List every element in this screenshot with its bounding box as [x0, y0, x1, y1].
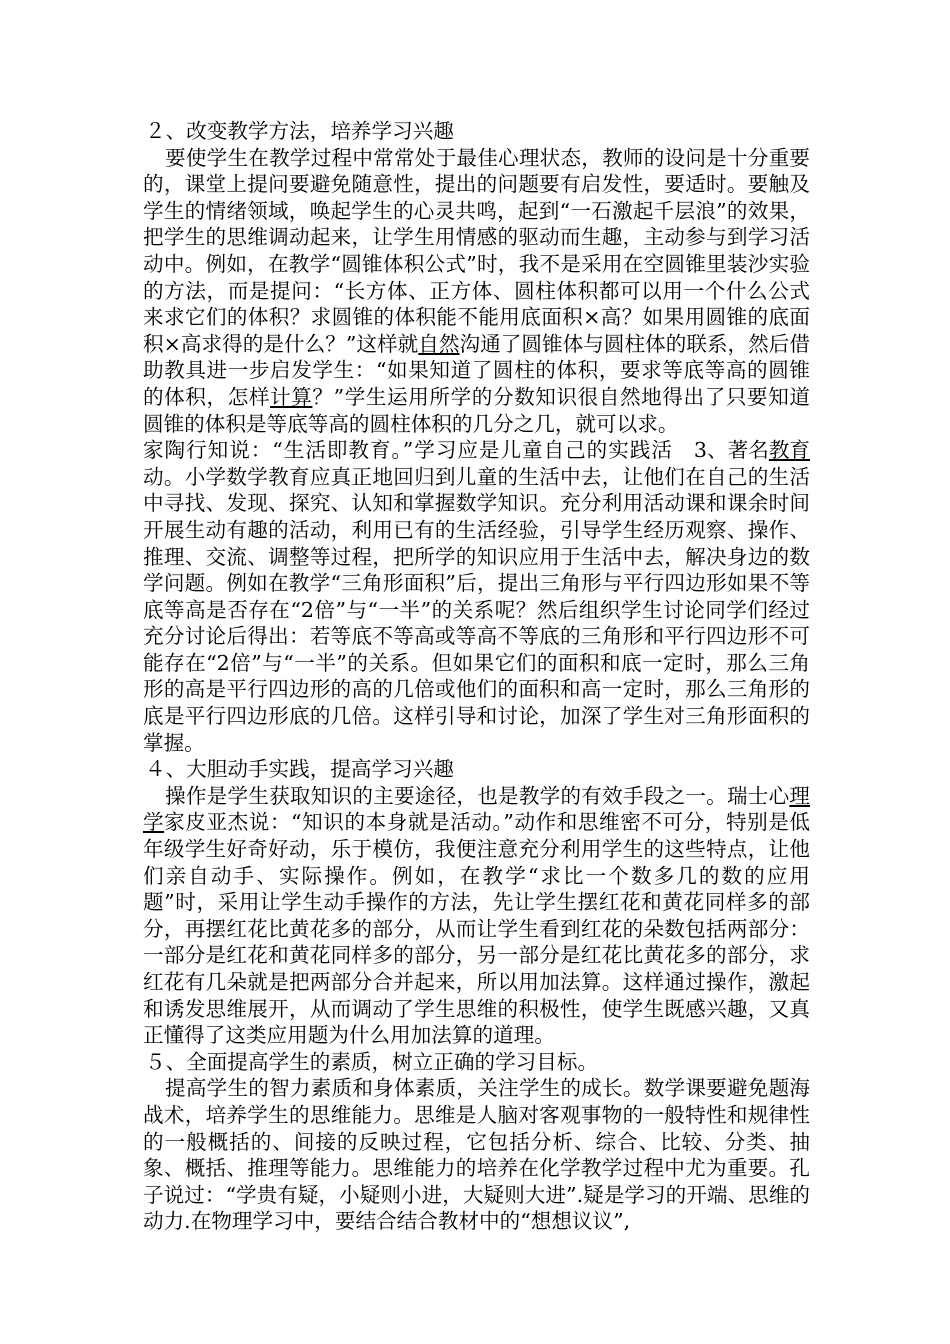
- section-2-text-b: 沟通了圆锥体与圆柱体的联系，然后借助教具进一步启发学生：“如果知道了圆柱的体积，要求等底等高的圆锥的体积，怎样: [143, 331, 811, 409]
- link-ziran[interactable]: 自然: [418, 331, 460, 356]
- section-4-text-a: 操作是学生获取知识的主要途径，也是教学的有效手段之一。瑞士心: [165, 783, 790, 808]
- document-page: [143, 118, 810, 1235]
- section-2-paragraph: [143, 145, 811, 463]
- link-jiaoyu[interactable]: 教育: [768, 438, 810, 463]
- link-jisuan[interactable]: 计算: [270, 384, 313, 409]
- section-4-paragraph: [143, 783, 810, 1049]
- section-4-text-b: 家皮亚杰说：“知识的本身就是活动。”动作和思维密不可分，特别是低年级学生好奇好动，乐于模仿，我便注意充分利用学生的这些特点，让他们亲自动手、实际操作。例如，在教学“求比一个数多几的数的应用题”时，采用让学生动手操作的方法，先让学生摆红花和黄花同样多的部分，再摆红花比黄花多的部分，从而让学生看到红花的朵数包括两部分：一部分是红花和黄花同样多的部分，另一部分是红花比黄花多的部分，求红花有几朵就是把两部分合并起来，所以用加法算。这样通过操作，激起和诱发思维展开，从而调动了学生思维的积极性，使学生既感兴趣，又真正懂得了这类应用题为什么用加法算的道理。: [143, 810, 810, 1048]
- section-3-lead-text: 3、著名: [693, 438, 769, 463]
- section-5-heading: ５、全面提高学生的素质，树立正确的学习目标。: [145, 1049, 599, 1074]
- section-2-text-c: ？”学生运用所学的分数知识很自然地得出了只要知道圆锥的体积是等底等高的圆柱体积的几分之几，就可以求。: [143, 384, 811, 436]
- section-2-text-a: 要使学生在教学过程中常常处于最佳心理状态，教师的设问是十分重要的，课堂上提问要避免随意性，提出的问题要有启发性，要适时。要触及学生的情绪领域，唤起学生的心灵共鸣，起到“一石激起千层浪”的效果，把学生的思维调动起来，让学生用情感的驱动而生趣，主动参与到学习活动中。例如，在教学“圆锥体积公式”时，我不是采用在空圆锥里装沙实验的方法，而是提问：“长方体、正方体、圆柱体积都可以用一个什么公式来求它们的体积？求圆锥的体积能不能用底面积×高？如果用圆锥的底面积×高求得的是什么？”这样就: [143, 145, 810, 356]
- section-3-lead: [672, 437, 810, 464]
- section-3-paragraph: 家陶行知说：“生活即教育。”学习应是儿童自己的实践活动。小学数学教育应真正地回归到儿童的生活中去，让他们在自己的生活中寻找、发现、探究、认知和掌握数学知识。充分利用活动课和课余时间开展生动有趣的活动，利用已有的生活经验，引导学生经历观察、操作、推理、交流、调整等过程，把所学的知识应用于生活中去，解决身边的数学问题。例如在教学“三角形面积”后，提出三角形与平行四边形如果不等底等高是否存在“2倍”与“一半”的关系呢？然后组织学生讨论同学们经过充分讨论后得出：若等底不等高或等高不等底的三角形和平行四边形不可能存在“2倍”与“一半”的关系。但如果它们的面积和底一定时，那么三角形的高是平行四边形的高的几倍或他们的面积和高一定时，那么三角形的底是平行四边形底的几倍。这样引导和讨论，加深了学生对三角形面积的掌握。: [143, 438, 810, 755]
- section-5-paragraph: 提高学生的智力素质和身体素质，关注学生的成长。数学课要避免题海战术，培养学生的思维能力。思维是人脑对客观事物的一般特性和规律性的一般概括的、间接的反映过程，它包括分析、综合、比较、分类、抽象、概括、推理等能力。思维能力的培养在化学教学过程中尤为重要。孔子说过：“学贵有疑，小疑则小进，大疑则大进”.疑是学习的开端、思维的动力.在物理学习中，要结合结合教材中的“想想议议”,: [143, 1076, 810, 1234]
- link-lixue[interactable]: 理学: [143, 783, 810, 835]
- section-4-heading: ４、大胆动手实践，提高学习兴趣: [145, 757, 454, 782]
- section-2-heading: ２、改变教学方法，培养学习兴趣: [145, 119, 454, 143]
